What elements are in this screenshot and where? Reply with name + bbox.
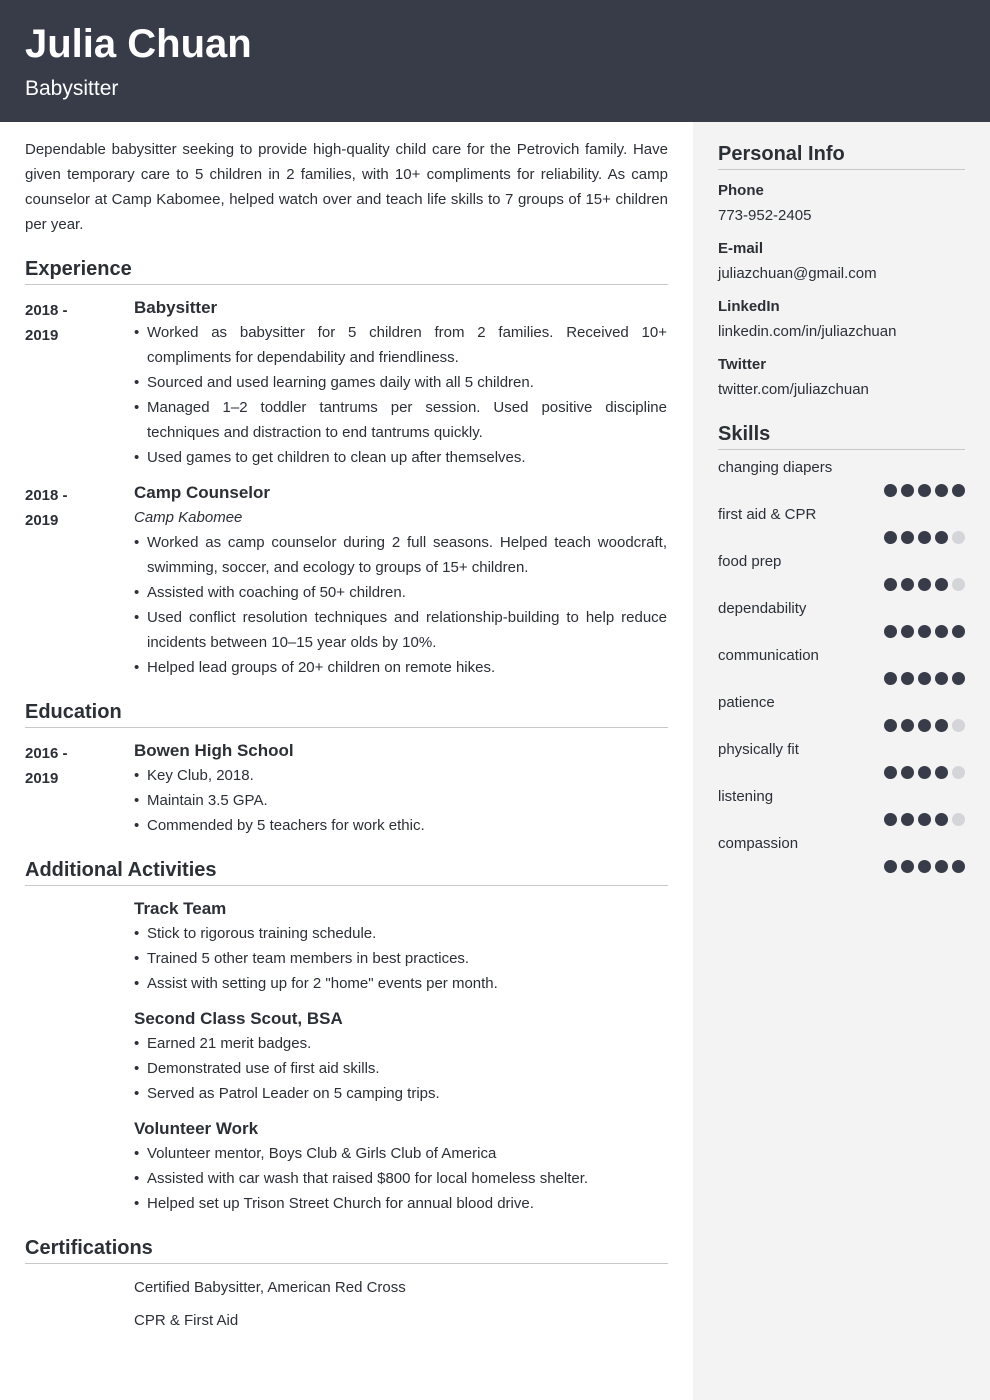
skill-item (718, 787, 965, 826)
rating-dot-filled (901, 766, 914, 779)
bullet-list (134, 320, 667, 470)
skill-name: compassion (718, 835, 799, 852)
skill-rating (718, 719, 965, 732)
rating-dot-filled (952, 860, 965, 873)
bullet-list (134, 921, 667, 996)
skill-rating (718, 813, 965, 826)
personal-info-heading: Personal Info (718, 142, 965, 170)
resume-header (0, 0, 990, 122)
rating-dot-filled (918, 860, 931, 873)
entry-date (25, 481, 134, 680)
rating-dot-filled (918, 813, 931, 826)
email-value: juliazchuan@gmail.com (718, 265, 877, 282)
bullet-item: • Earned 21 merit badges. (134, 1031, 667, 1056)
rating-dot-filled (884, 625, 897, 638)
activity-title: Volunteer Work (134, 1119, 259, 1138)
rating-dot-filled (884, 813, 897, 826)
skill-name: dependability (718, 600, 807, 617)
skill-rating (718, 625, 965, 638)
experience-entry (25, 481, 668, 680)
rating-dot-filled (884, 531, 897, 544)
rating-dot-filled (901, 719, 914, 732)
skill-name: listening (718, 788, 774, 805)
bullet-item: • Sourced and used learning games daily with all 5 children. (134, 370, 667, 395)
summary-text: Dependable babysitter seeking to provide high-quality child care for the Petrovich family. Have given temporary care to 5 children in 2 families, with 10+ compliments for reliability. As camp counselor at Camp Kabomee, helped watch over and teach life skills to 7 groups of 15+ children per year. (25, 141, 668, 233)
bullet-item: • Assisted with car wash that raised $800 for local homeless shelter. (134, 1166, 667, 1191)
candidate-role: Babysitter (25, 77, 119, 100)
bullet-item: • Assisted with coaching of 50+ children. (134, 580, 667, 605)
activity-title: Second Class Scout, BSA (134, 1009, 343, 1028)
rating-dot-filled (901, 531, 914, 544)
skill-rating (718, 484, 965, 497)
activity-title: Track Team (134, 899, 227, 918)
rating-dot-filled (901, 578, 914, 591)
skill-rating (718, 672, 965, 685)
rating-dot-empty (952, 766, 965, 779)
bullet-item: • Commended by 5 teachers for work ethic. (134, 813, 667, 838)
skill-name: communication (718, 647, 819, 664)
twitter-value: twitter.com/juliazchuan (718, 381, 869, 398)
bullet-item: • Used conflict resolution techniques and relationship-building to help reduce incidents between 10–15 year olds by 10%. (134, 605, 667, 655)
activities-heading: Additional Activities (25, 858, 668, 886)
bullet-item: • Trained 5 other team members in best practices. (134, 946, 667, 971)
skill-rating (718, 766, 965, 779)
skills-heading: Skills (718, 422, 965, 450)
education-entry (25, 739, 668, 838)
bullet-item: • Managed 1–2 toddler tantrums per session. Used positive discipline techniques and distraction to end tantrums quickly. (134, 395, 667, 445)
experience-list (25, 296, 668, 680)
rating-dot-filled (918, 625, 931, 638)
skill-item (718, 693, 965, 732)
skill-name: food prep (718, 553, 782, 570)
job-title: Babysitter (134, 298, 218, 317)
bullet-list (134, 530, 667, 680)
skill-rating (718, 860, 965, 873)
skill-name: physically fit (718, 741, 799, 758)
certification-item: Certified Babysitter, American Red Cross (134, 1279, 406, 1296)
bullet-item: • Worked as camp counselor during 2 full seasons. Helped teach woodcraft, swimming, soccer, and ecology to groups of 15+ children. (134, 530, 667, 580)
date-start: 2016 - (25, 745, 68, 762)
entry-date (25, 296, 134, 470)
employer-name: Camp Kabomee (134, 509, 243, 526)
date-end: 2019 (25, 770, 59, 787)
bullet-item: • Worked as babysitter for 5 children from 2 families. Received 10+ compliments for dependability and friendliness. (134, 320, 667, 370)
education-heading: Education (25, 700, 668, 728)
activity-entry (25, 1007, 668, 1106)
linkedin-value: linkedin.com/in/juliazchuan (718, 323, 897, 340)
rating-dot-filled (935, 813, 948, 826)
date-end: 2019 (25, 327, 59, 344)
rating-dot-filled (935, 860, 948, 873)
bullet-item: • Used games to get children to clean up after themselves. (134, 445, 667, 470)
main-column (25, 137, 668, 1333)
rating-dot-filled (952, 672, 965, 685)
skills-list (718, 458, 965, 873)
rating-dot-filled (935, 578, 948, 591)
rating-dot-filled (935, 625, 948, 638)
rating-dot-filled (901, 860, 914, 873)
rating-dot-filled (935, 672, 948, 685)
rating-dot-filled (884, 766, 897, 779)
skill-name: patience (718, 694, 775, 711)
bullet-item: • Volunteer mentor, Boys Club & Girls Club of America (134, 1141, 667, 1166)
activity-entry (25, 897, 668, 996)
experience-heading: Experience (25, 257, 668, 285)
phone-value: 773-952-2405 (718, 207, 812, 224)
rating-dot-filled (901, 625, 914, 638)
bullet-item: • Helped set up Trison Street Church for annual blood drive. (134, 1191, 667, 1216)
rating-dot-filled (935, 531, 948, 544)
skill-rating (718, 531, 965, 544)
rating-dot-filled (918, 719, 931, 732)
rating-dot-empty (952, 578, 965, 591)
skill-name: first aid & CPR (718, 506, 817, 523)
rating-dot-filled (952, 484, 965, 497)
rating-dot-filled (884, 484, 897, 497)
personal-info-list (718, 178, 965, 402)
rating-dot-filled (918, 531, 931, 544)
skill-item (718, 458, 965, 497)
rating-dot-filled (901, 813, 914, 826)
skill-item (718, 646, 965, 685)
email-label: E-mail (718, 240, 764, 257)
certifications-heading: Certifications (25, 1236, 668, 1264)
rating-dot-filled (935, 484, 948, 497)
sidebar (693, 122, 990, 1400)
activity-entry (25, 1117, 668, 1216)
certification-item: CPR & First Aid (134, 1312, 239, 1329)
entry-date (25, 739, 134, 838)
date-start: 2018 - (25, 302, 68, 319)
rating-dot-filled (918, 766, 931, 779)
rating-dot-empty (952, 531, 965, 544)
rating-dot-empty (952, 719, 965, 732)
skill-name: changing diapers (718, 459, 833, 476)
skill-item (718, 740, 965, 779)
rating-dot-filled (918, 672, 931, 685)
twitter-label: Twitter (718, 356, 767, 373)
rating-dot-filled (918, 578, 931, 591)
rating-dot-filled (935, 719, 948, 732)
bullet-item: • Maintain 3.5 GPA. (134, 788, 667, 813)
date-start: 2018 - (25, 487, 68, 504)
skill-item (718, 834, 965, 873)
job-title: Camp Counselor (134, 483, 271, 502)
rating-dot-empty (952, 813, 965, 826)
linkedin-label: LinkedIn (718, 298, 780, 315)
candidate-name: Julia Chuan (25, 22, 252, 66)
certifications-list (25, 1275, 668, 1333)
bullet-item: • Served as Patrol Leader on 5 camping trips. (134, 1081, 667, 1106)
rating-dot-filled (884, 578, 897, 591)
rating-dot-filled (935, 766, 948, 779)
rating-dot-filled (884, 860, 897, 873)
rating-dot-filled (901, 484, 914, 497)
rating-dot-filled (901, 672, 914, 685)
bullet-list (134, 1141, 667, 1216)
skill-rating (718, 578, 965, 591)
skill-item (718, 552, 965, 591)
rating-dot-filled (952, 625, 965, 638)
rating-dot-filled (884, 719, 897, 732)
date-end: 2019 (25, 512, 59, 529)
experience-entry (25, 296, 668, 470)
bullet-item: • Demonstrated use of first aid skills. (134, 1056, 667, 1081)
phone-label: Phone (718, 182, 764, 199)
rating-dot-filled (884, 672, 897, 685)
skill-item (718, 505, 965, 544)
bullet-list (134, 1031, 667, 1106)
bullet-item: • Stick to rigorous training schedule. (134, 921, 667, 946)
rating-dot-filled (918, 484, 931, 497)
bullet-item: • Assist with setting up for 2 "home" events per month. (134, 971, 667, 996)
bullet-item: • Key Club, 2018. (134, 763, 667, 788)
bullet-item: • Helped lead groups of 20+ children on remote hikes. (134, 655, 667, 680)
school-name: Bowen High School (134, 741, 294, 760)
skill-item (718, 599, 965, 638)
bullet-list (134, 763, 667, 838)
